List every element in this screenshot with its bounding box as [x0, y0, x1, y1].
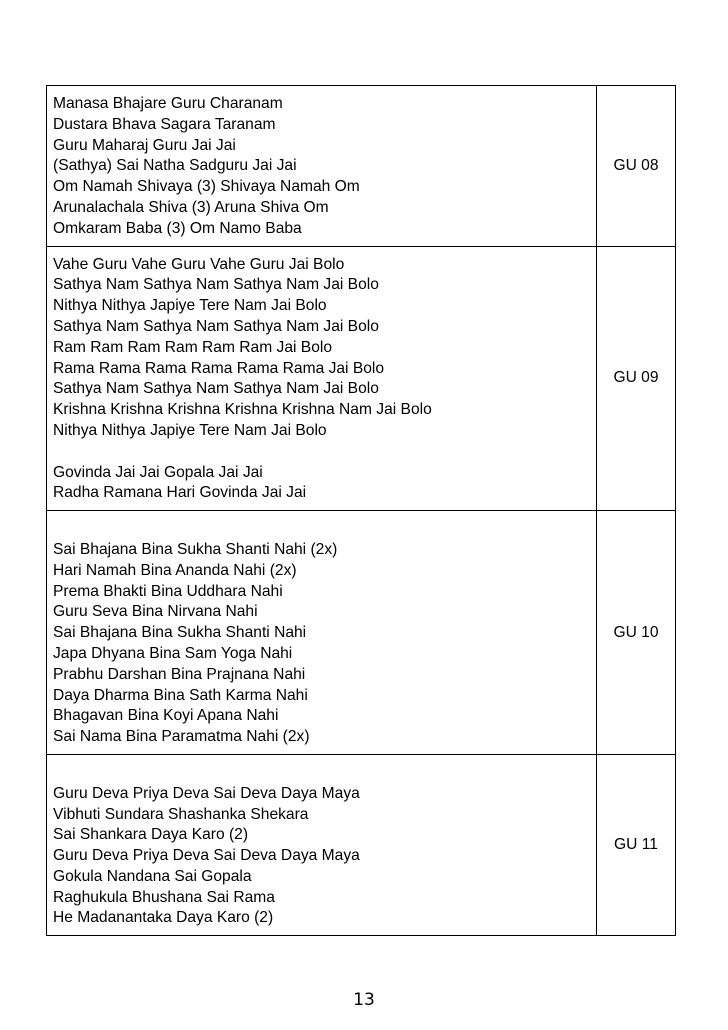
bhajan-table	[46, 85, 676, 936]
lyric-line: Guru Deva Priya Deva Sai Deva Daya Maya	[53, 784, 360, 802]
lyric-line: Prabhu Darshan Bina Prajnana Nahi	[53, 665, 306, 683]
lyric-line: Sai Bhajana Bina Sukha Shanti Nahi	[53, 624, 307, 642]
song-code: GU 11	[614, 836, 658, 854]
song-code: GU 08	[613, 156, 659, 174]
song-code-cell	[597, 511, 676, 755]
lyric-line	[53, 763, 590, 784]
lyric-line: Arunalachala Shiva (3) Aruna Shiva Om	[53, 198, 329, 216]
lyric-line	[53, 442, 590, 463]
lyric-line: Omkaram Baba (3) Om Namo Baba	[53, 219, 302, 237]
song-code-cell	[597, 754, 676, 935]
lyric-line: Raghukula Bhushana Sai Rama	[53, 888, 275, 906]
song-code: GU 09	[613, 369, 659, 387]
song-code: GU 10	[613, 623, 659, 641]
lyric-line: Ram Ram Ram Ram Ram Ram Jai Bolo	[53, 338, 333, 356]
lyric-line: Sathya Nam Sathya Nam Sathya Nam Jai Bolo	[53, 380, 379, 398]
lyric-line: He Madanantaka Daya Karo (2)	[53, 909, 274, 927]
lyric-line: Guru Maharaj Guru Jai Jai	[53, 136, 236, 154]
lyric-line: Guru Seva Bina Nirvana Nahi	[53, 603, 258, 621]
bhajan-row	[47, 246, 676, 511]
lyric-line: Bhagavan Bina Koyi Apana Nahi	[53, 707, 279, 725]
lyric-line: Daya Dharma Bina Sath Karma Nahi	[53, 686, 308, 704]
lyrics-cell	[47, 754, 597, 935]
bhajan-row	[47, 86, 676, 247]
song-code-cell	[597, 246, 676, 511]
lyrics-cell	[47, 86, 597, 247]
lyric-line: (Sathya) Sai Natha Sadguru Jai Jai	[53, 157, 297, 175]
lyric-line: Om Namah Shivaya (3) Shivaya Namah Om	[53, 178, 360, 196]
lyric-line: Vibhuti Sundara Shashanka Shekara	[53, 805, 309, 823]
lyric-line: Rama Rama Rama Rama Rama Rama Jai Bolo	[53, 359, 385, 377]
lyric-line: Sathya Nam Sathya Nam Sathya Nam Jai Bolo	[53, 317, 379, 335]
bhajan-row	[47, 754, 676, 935]
lyric-line: Sai Bhajana Bina Sukha Shanti Nahi (2x)	[53, 540, 338, 558]
lyric-line: Guru Deva Priya Deva Sai Deva Daya Maya	[53, 847, 360, 865]
lyrics-cell	[47, 511, 597, 755]
song-code-cell	[597, 86, 676, 247]
lyric-line: Krishna Krishna Krishna Krishna Krishna Nam Jai Bolo	[53, 401, 432, 419]
page-number: 13	[353, 990, 375, 1010]
bhajan-row	[47, 511, 676, 755]
lyric-line: Govinda Jai Jai Gopala Jai Jai	[53, 463, 263, 481]
lyric-line: Manasa Bhajare Guru Charanam	[53, 95, 283, 112]
lyric-line: Nithya Nithya Japiye Tere Nam Jai Bolo	[53, 421, 327, 439]
lyric-line: Nithya Nithya Japiye Tere Nam Jai Bolo	[53, 297, 327, 315]
lyric-line: Dustara Bhava Sagara Taranam	[53, 115, 276, 133]
lyric-line: Vahe Guru Vahe Guru Vahe Guru Jai Bolo	[53, 255, 345, 273]
lyric-line: Radha Ramana Hari Govinda Jai Jai	[53, 484, 307, 502]
lyric-line: Hari Namah Bina Ananda Nahi (2x)	[53, 561, 297, 579]
lyric-line: Sai Nama Bina Paramatma Nahi (2x)	[53, 728, 310, 746]
lyric-line: Sai Shankara Daya Karo (2)	[53, 826, 249, 844]
lyrics-cell	[47, 246, 597, 511]
bhajan-table-body	[47, 86, 676, 936]
lyric-line: Prema Bhakti Bina Uddhara Nahi	[53, 582, 283, 600]
lyric-line: Japa Dhyana Bina Sam Yoga Nahi	[53, 644, 293, 662]
lyric-line: Gokula Nandana Sai Gopala	[53, 867, 252, 885]
lyric-line	[53, 519, 590, 540]
lyric-line: Sathya Nam Sathya Nam Sathya Nam Jai Bolo	[53, 276, 379, 294]
